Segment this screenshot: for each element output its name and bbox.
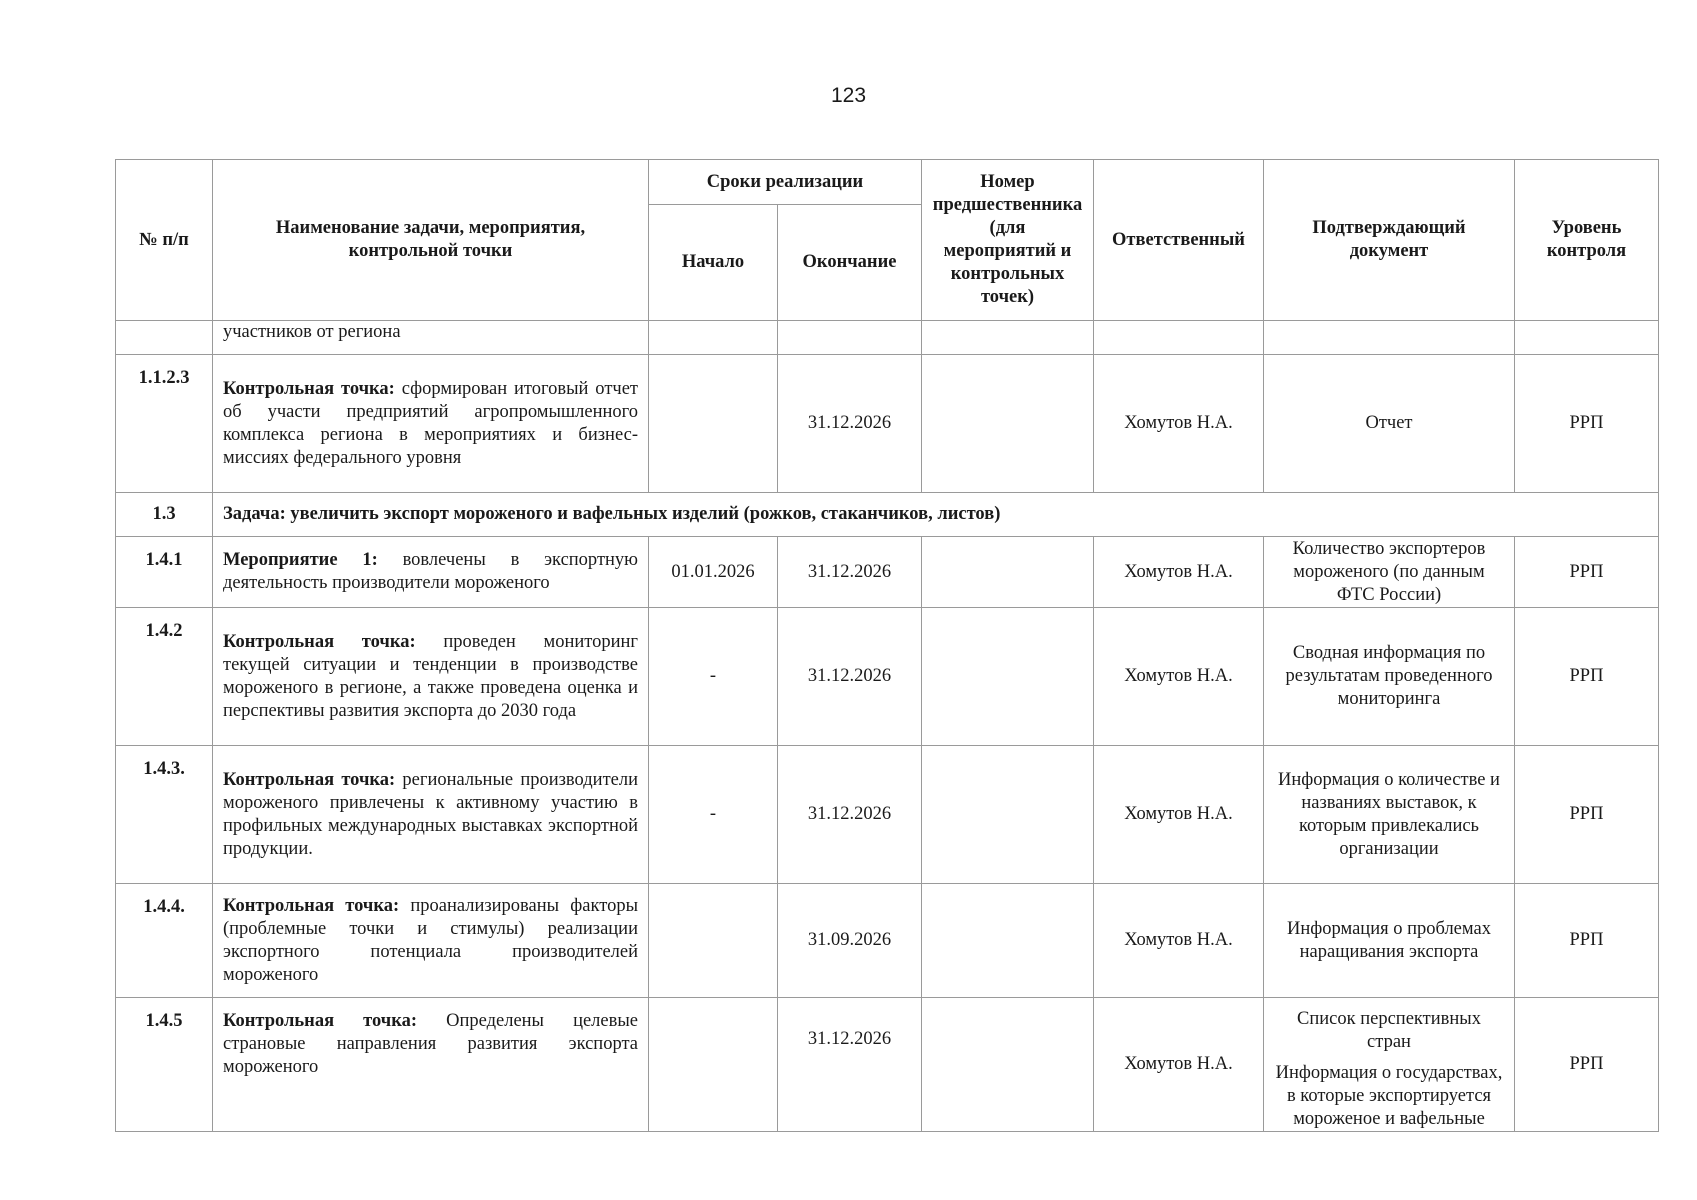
row-number: 1.3	[116, 493, 213, 537]
header-document: Подтверждающий документ	[1264, 160, 1515, 321]
row-document	[1264, 998, 1515, 1132]
row-description	[213, 884, 649, 998]
row-end: 31.12.2026	[778, 746, 922, 884]
row-predecessor	[922, 608, 1094, 746]
row-description	[213, 608, 649, 746]
table-row	[116, 608, 1659, 746]
row-responsible: Хомутов Н.А.	[1094, 746, 1264, 884]
row-number: 1.4.3.	[116, 746, 213, 884]
row-text: вовлечены в экспортную деятельность производители мороженого	[223, 550, 638, 593]
row-control-level: РРП	[1515, 355, 1659, 493]
row-document: Отчет	[1264, 355, 1515, 493]
row-label: Контрольная точка:	[223, 769, 396, 790]
row-responsible: Хомутов Н.А.	[1094, 608, 1264, 746]
row-text: региональные производители мороженого привлечены к активному участию в профильных международных выставках экспортной продукции.	[223, 769, 638, 859]
header-terms: Сроки реализации	[649, 160, 922, 205]
row-label: Контрольная точка:	[223, 895, 400, 916]
row-predecessor	[922, 884, 1094, 998]
row-start	[649, 884, 778, 998]
row-label: Контрольная точка:	[223, 378, 395, 399]
row-number: 1.4.4.	[116, 884, 213, 998]
task-row	[116, 493, 1659, 537]
row-start: 01.01.2026	[649, 537, 778, 608]
row-end: 31.09.2026	[778, 884, 922, 998]
row-predecessor	[922, 998, 1094, 1132]
control-points-table	[115, 159, 1659, 1132]
row-responsible: Хомутов Н.А.	[1094, 884, 1264, 998]
table-row	[116, 998, 1659, 1132]
table-row	[116, 321, 1659, 355]
row-number: 1.1.2.3	[116, 355, 213, 493]
task-title: Задача: увеличить экспорт мороженого и вафельных изделий (рожков, стаканчиков, листов)	[213, 493, 1659, 537]
row-end: 31.12.2026	[778, 355, 922, 493]
row-predecessor	[922, 537, 1094, 608]
row-start	[649, 998, 778, 1132]
row-predecessor	[922, 746, 1094, 884]
header-responsible: Ответственный	[1094, 160, 1264, 321]
row-number: 1.4.2	[116, 608, 213, 746]
row-text: проведен мониторинг текущей ситуации и тенденции в производстве мороженого в регионе, а также проведена оценка и перспективы развития экспорта до 2030 года	[223, 631, 639, 721]
row-document: Информация о количестве и названиях выставок, к которым привлекались организации	[1264, 746, 1515, 884]
row-start: -	[649, 608, 778, 746]
row-responsible: Хомутов Н.А.	[1094, 998, 1264, 1132]
row-control-level: РРП	[1515, 537, 1659, 608]
row-description	[213, 537, 649, 608]
table-row	[116, 746, 1659, 884]
row-end: 31.12.2026	[778, 608, 922, 746]
row-document: Сводная информация по результатам проведенного мониторинга	[1264, 608, 1515, 746]
row-number: 1.4.1	[116, 537, 213, 608]
row-start	[649, 355, 778, 493]
page-number: 123	[830, 84, 867, 107]
table-row	[116, 537, 1659, 608]
row-control-level: РРП	[1515, 884, 1659, 998]
row-text: сформирован итоговый отчет об участи предприятий агропромышленного комплекса региона в мероприятиях и бизнес-миссиях федерального уровня	[223, 378, 639, 468]
row-document-line: Список перспективных стран	[1297, 1009, 1481, 1052]
row-end: 31.12.2026	[778, 998, 922, 1132]
row-description	[213, 998, 649, 1132]
row-document: Количество экспортеров мороженого (по данным ФТС России)	[1264, 537, 1515, 608]
header-predecessor: Номер предшественника (для мероприятий и контрольных точек)	[922, 160, 1094, 321]
header-end: Окончание	[778, 205, 922, 321]
row-responsible: Хомутов Н.А.	[1094, 355, 1264, 493]
row-label: Контрольная точка:	[223, 631, 416, 652]
header-number: № п/п	[116, 160, 213, 321]
header-start: Начало	[649, 205, 778, 321]
row-description	[213, 746, 649, 884]
row-predecessor	[922, 355, 1094, 493]
header-control-level: Уровень контроля	[1515, 160, 1659, 321]
row-text: Определены целевые страновые направления развития экспорта мороженого	[223, 1011, 638, 1077]
row-responsible: Хомутов Н.А.	[1094, 537, 1264, 608]
table-row	[116, 355, 1659, 493]
row-number: 1.4.5	[116, 998, 213, 1132]
row-description	[213, 355, 649, 493]
row-label: Мероприятие 1:	[223, 550, 378, 570]
table-row	[116, 884, 1659, 998]
row-end: 31.12.2026	[778, 537, 922, 608]
row-control-level: РРП	[1515, 998, 1659, 1132]
row-text: участников от региона	[213, 321, 649, 355]
row-label: Контрольная точка:	[223, 1011, 418, 1031]
header-name: Наименование задачи, мероприятия, контрольной точки	[213, 160, 649, 321]
row-document-line: Информация о государствах, в которые экспортируется мороженое и вафельные	[1275, 1063, 1503, 1129]
row-document: Информация о проблемах наращивания экспорта	[1264, 884, 1515, 998]
row-text: проанализированы факторы (проблемные точки и стимулы) реализации экспортного потенциала производителей мороженого	[223, 895, 638, 985]
row-control-level: РРП	[1515, 608, 1659, 746]
row-control-level: РРП	[1515, 746, 1659, 884]
row-start: -	[649, 746, 778, 884]
